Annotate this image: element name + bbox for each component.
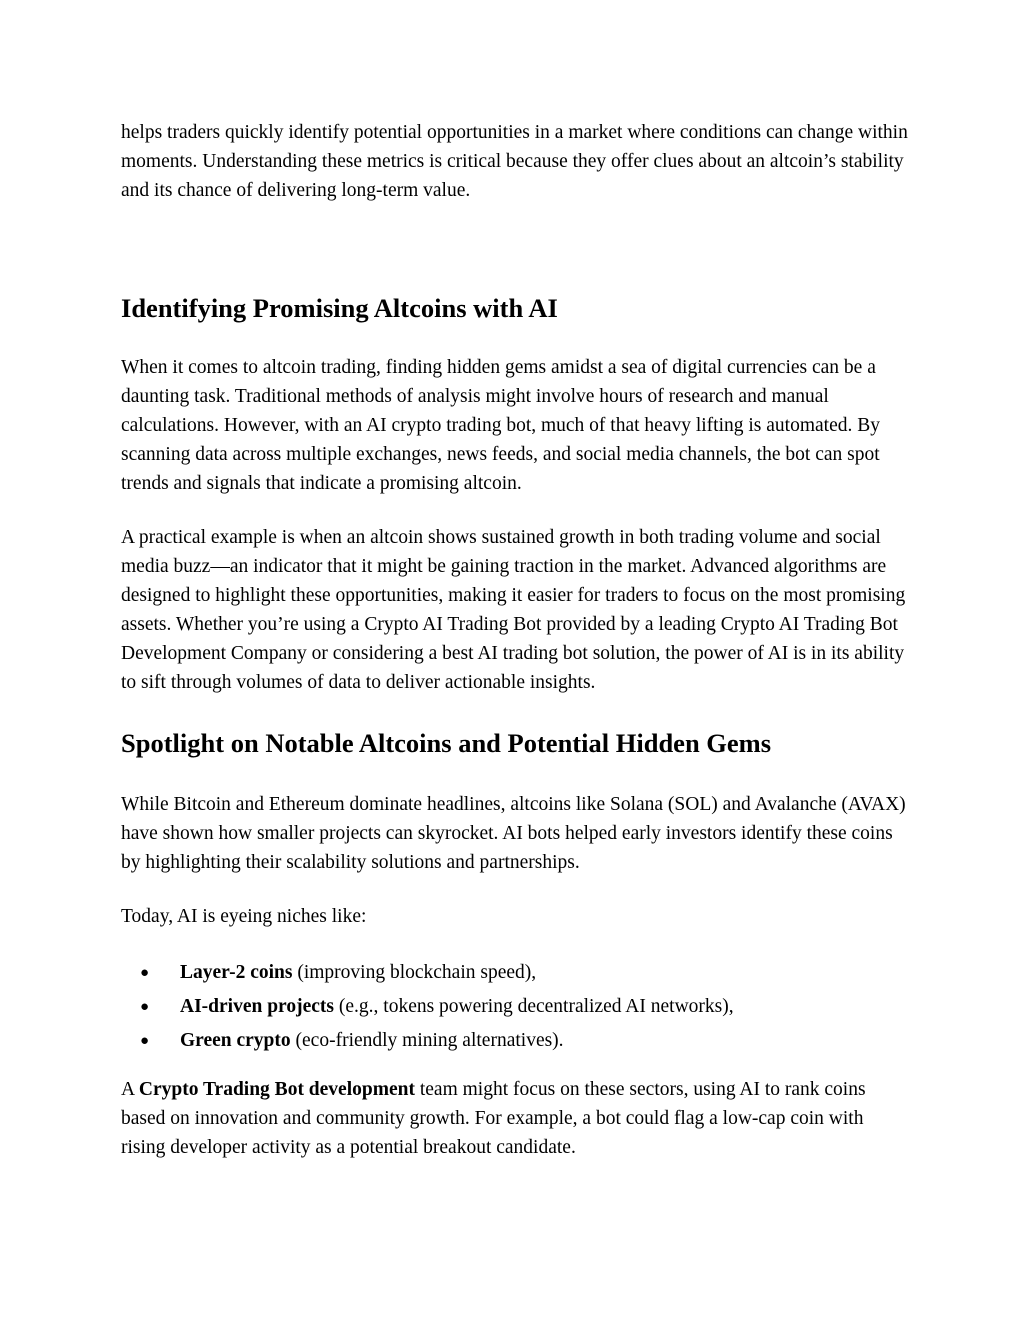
list-item: [121, 1024, 911, 1058]
bullet-description: (eco-friendly mining alternatives).: [290, 1030, 564, 1051]
section-heading-spotlight: Spotlight on Notable Altcoins and Potential Hidden Gems: [121, 728, 772, 758]
niche-bullet-list: [121, 956, 911, 1058]
list-item: [121, 956, 911, 990]
bullet-description: (e.g., tokens powering decentralized AI networks),: [334, 996, 734, 1017]
list-item: [121, 990, 911, 1024]
section1-paragraph-2: A practical example is when an altcoin shows sustained growth in both trading volume and social media buzz—an indicator that it might be gaining traction in the market. Advanced algorithms are designed to highlight these opportunities, making it easier for traders to focus on the most promising assets. Whether you’re using a Crypto AI Trading Bot provided by a leading Crypto AI Trading Bot Development Company or considering a best AI trading bot solution, the power of AI is in its ability to sift through volumes of data to deliver actionable insights.: [121, 527, 906, 693]
section2-paragraph-1: While Bitcoin and Ethereum dominate headlines, altcoins like Solana (SOL) and Avalanche (AVAX) have shown how smaller projects can skyrocket. AI bots helped early investors identify these coins by highlighting their scalability solutions and partnerships.: [121, 794, 906, 873]
intro-paragraph: helps traders quickly identify potential opportunities in a market where conditions can change within moments. Understanding these metrics is critical because they offer clues about an altcoin’s stability and its chance of delivering long-term value.: [121, 122, 908, 201]
section2-paragraph-2: Today, AI is eyeing niches like:: [121, 906, 367, 927]
section1-paragraph-1: When it comes to altcoin trading, finding hidden gems amidst a sea of digital currencies can be a daunting task. Traditional methods of analysis might involve hours of research and manual calculations. However, with an AI crypto trading bot, much of that heavy lifting is automated. By scanning data across multiple exchanges, news feeds, and social media channels, the bot can spot trends and signals that indicate a promising altcoin.: [121, 357, 880, 494]
bullet-icon: ●: [140, 999, 150, 1015]
bullet-description: (improving blockchain speed),: [292, 962, 537, 983]
bullet-icon: ●: [140, 1033, 150, 1049]
bullet-icon: ●: [140, 965, 150, 981]
paragraph-bold-term: Crypto Trading Bot development: [138, 1079, 415, 1100]
paragraph-lead: A: [121, 1079, 139, 1100]
bullet-bold-term: Green crypto: [180, 1030, 291, 1051]
document-page: [121, 118, 911, 1162]
section2-paragraph-3: [121, 1075, 911, 1162]
section-heading-identifying-altcoins: Identifying Promising Altcoins with AI: [121, 293, 558, 323]
bullet-bold-term: Layer-2 coins: [180, 962, 293, 983]
paragraph-rest: team might focus on these sectors, using AI to rank coins based on innovation and community growth. For example, a bot could flag a low-cap coin with rising developer activity as a potential breakout candidate.: [121, 1079, 866, 1158]
bullet-bold-term: AI-driven projects: [180, 996, 334, 1017]
